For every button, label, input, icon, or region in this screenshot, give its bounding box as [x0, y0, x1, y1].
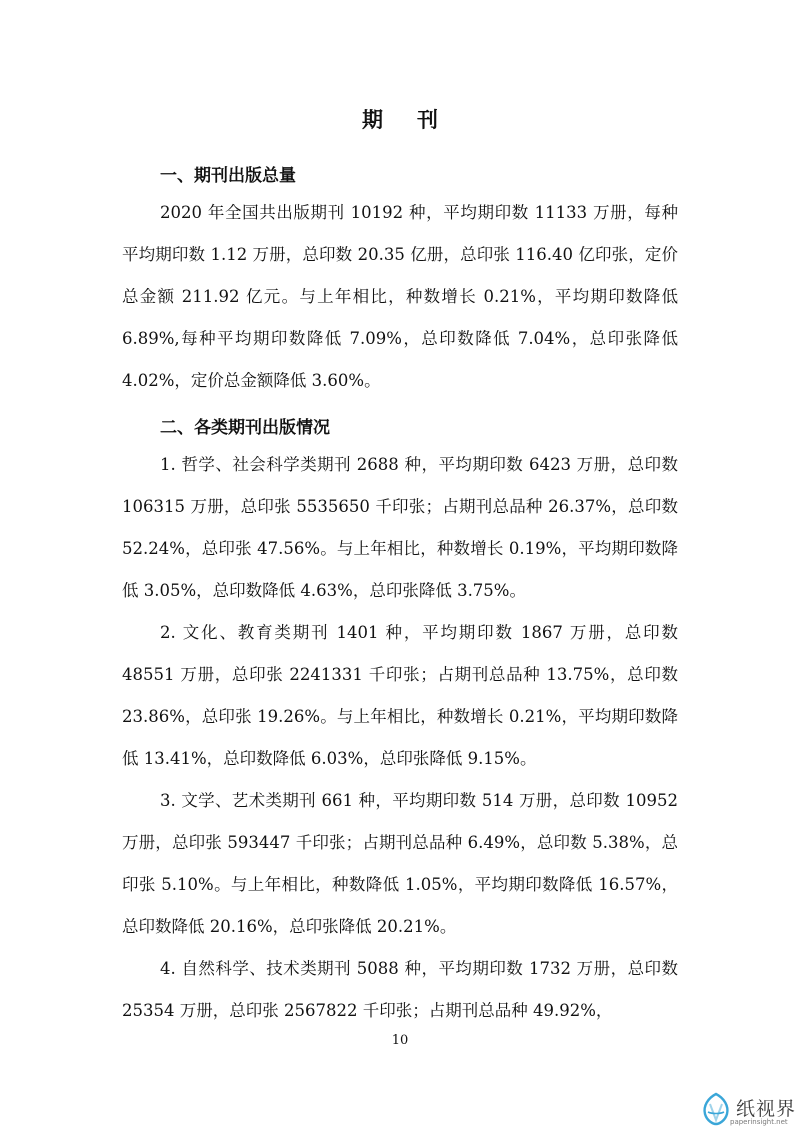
paragraph-category-3: 3. 文学、艺术类期刊 661 种，平均期印数 514 万册，总印数 10952 万册，总印张 593447 千印张；占期刊总品种 6.49%，总印数 5.38%，总印张 5.10%。与上年相比，种数降低 1.05%，平均期印数降低 16.57%，总印数降低 20.16%，总印张降低 20.21%。 — [122, 791, 678, 936]
section-heading-categories: 二、各类期刊出版情况 — [160, 418, 330, 438]
watermark-url: paperinsight.net — [730, 1118, 788, 1126]
paragraph-category-2: 2. 文化、教育类期刊 1401 种，平均期印数 1867 万册，总印数 48551 万册，总印张 2241331 千印张；占期刊总品种 13.75%，总印数 23.86%，总印张 19.26%。与上年相比，种数增长 0.21%，平均期印数降低 13.41%，总印数降低 6.03%，总印张降低 9.15%。 — [122, 623, 678, 768]
watermark-text: 纸视界 — [736, 1098, 797, 1120]
watermark — [700, 1092, 800, 1128]
page-title: 期 刊 — [362, 107, 438, 132]
section-heading-total: 一、期刊出版总量 — [160, 166, 296, 186]
paragraph-category-1: 1. 哲学、社会科学类期刊 2688 种，平均期印数 6423 万册，总印数 106315 万册，总印张 5535650 千印张；占期刊总品种 26.37%，总印数 52.24%，总印张 47.56%。与上年相比，种数增长 0.19%，平均期印数降低 3.05%，总印数降低 4.63%，总印张降低 3.75%。 — [122, 455, 678, 600]
pen-nib-logo-icon — [700, 1092, 732, 1126]
paragraph-category-4: 4. 自然科学、技术类期刊 5088 种，平均期印数 1732 万册，总印数 25354 万册，总印张 2567822 千印张；占期刊总品种 49.92%， — [122, 959, 678, 1020]
paragraph-total: 2020 年全国共出版期刊 10192 种，平均期印数 11133 万册，每种平均期印数 1.12 万册，总印数 20.35 亿册，总印张 116.40 亿印张，定价总金额 211.92 亿元。与上年相比，种数增长 0.21%，平均期印数降低 6.89%,每种平均期印数降低 7.09%，总印数降低 7.04%，总印张降低 4.02%，定价总金额降低 3.60%。 — [122, 203, 678, 390]
page-number: 10 — [391, 1033, 409, 1048]
